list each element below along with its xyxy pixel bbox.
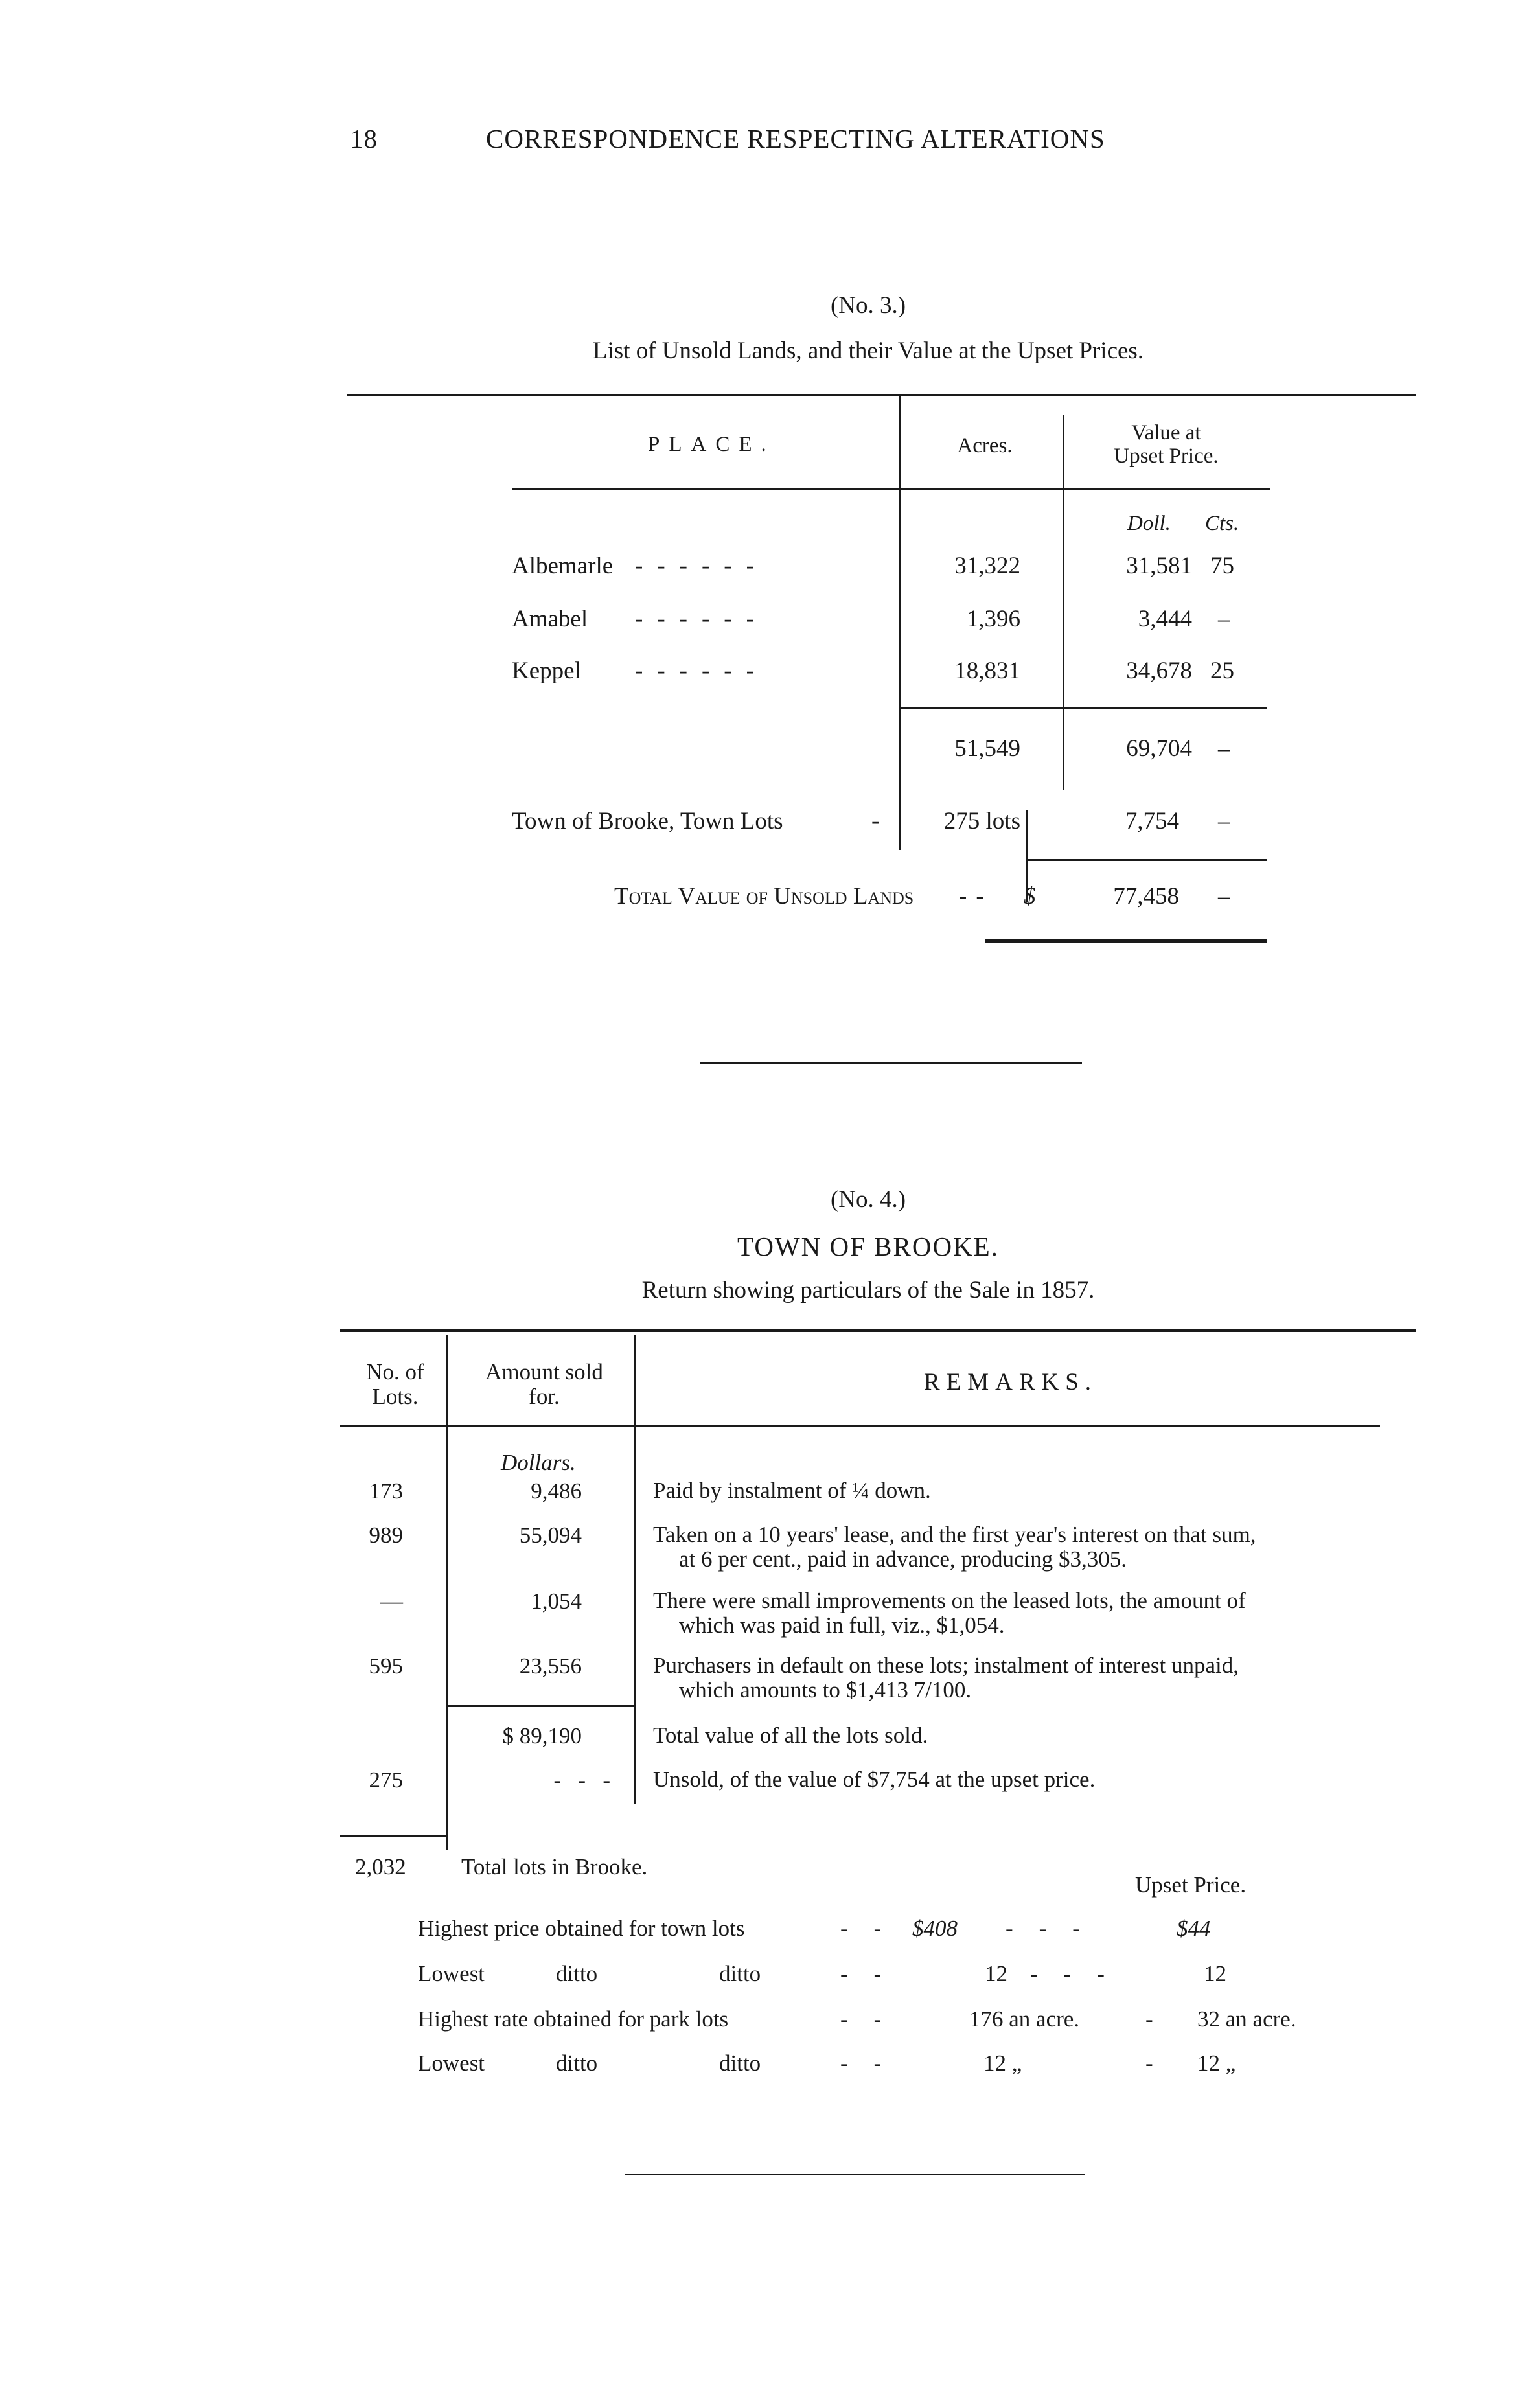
table3-sub-cts: Cts. xyxy=(1205,512,1239,535)
table4-col-amount-2: for. xyxy=(529,1384,560,1409)
remark-line: Purchasers in default on these lots; instalment of interest unpaid, xyxy=(653,1653,1239,1678)
leader-dots: ------ xyxy=(635,658,768,684)
table3-acres-amabel: 1,396 xyxy=(966,606,1020,632)
table4-remark-173 xyxy=(653,1478,1382,1503)
leader-dots: -- xyxy=(959,883,993,910)
prices-upset-town-low: 12 xyxy=(1204,1961,1226,1986)
table3-number: (No. 3.) xyxy=(830,292,906,319)
table3-cts-albemarle: 75 xyxy=(1210,553,1234,579)
prices-obtained-park-low: 12 „ xyxy=(983,2050,1022,2076)
table3-col-value-1: Value at xyxy=(1131,421,1201,444)
prices-row-label: Lowest xyxy=(418,2050,485,2076)
table3-acres-brooke: 275 lots xyxy=(943,808,1020,834)
table3-doll-amabel: 3,444 xyxy=(1138,606,1192,632)
leader-dots: ------ xyxy=(635,553,768,579)
table3-total-dollar-sign: $ xyxy=(1024,883,1036,910)
table4-lots-dash: — xyxy=(380,1589,403,1614)
prices-upset-park-high: 32 an acre. xyxy=(1197,2006,1296,2032)
table3-total-label xyxy=(614,882,914,910)
table4-remark-989 xyxy=(653,1522,1382,1572)
table3-doll-keppel: 34,678 xyxy=(1126,658,1192,684)
prices-obtained-town-high: $408 xyxy=(912,1916,958,1941)
prices-upset-header: Upset Price. xyxy=(1135,1872,1247,1898)
table4-vrule-1 xyxy=(446,1335,448,1850)
table4-subtitle: Return showing particulars of the Sale in 1857. xyxy=(641,1277,1095,1303)
table3-total-rule xyxy=(1027,859,1267,861)
table3-subtotal-cts: – xyxy=(1218,735,1230,762)
prices-upset-park-low: 12 „ xyxy=(1197,2050,1236,2076)
table3-place-brooke: Town of Brooke, Town Lots xyxy=(512,808,783,834)
table4-vrule-2 xyxy=(634,1335,636,1804)
remark-line: Unsold, of the value of $7,754 at the upset price. xyxy=(653,1767,1096,1792)
table3-total-doll: 77,458 xyxy=(1113,883,1179,910)
table3-cts-keppel: 25 xyxy=(1210,658,1234,684)
prices-row-label: Lowest xyxy=(418,1961,485,1986)
table3-place-keppel: Keppel xyxy=(512,658,581,684)
table4-grand-total-label: Total lots in Brooke. xyxy=(461,1854,648,1879)
remark-line-cont: which was paid in full, viz., $1,054. xyxy=(679,1613,1005,1638)
prices-ditto: ditto xyxy=(556,2050,598,2076)
table3-bottom-rule xyxy=(985,939,1267,943)
table3-col-place: PLACE. xyxy=(648,433,776,456)
remark-line: There were small improvements on the leased lots, the amount of xyxy=(653,1588,1246,1613)
table4-total-remark xyxy=(653,1723,1382,1748)
remark-line: Paid by instalment of ¼ down. xyxy=(653,1478,931,1503)
prices-obtained-park-high: 176 an acre. xyxy=(969,2006,1080,2032)
prices-row-label: Highest price obtained for town lots xyxy=(418,1916,745,1941)
leader-dots: - xyxy=(1145,2006,1153,2032)
table4-number: (No. 4.) xyxy=(830,1186,906,1213)
table4-amount-989: 55,094 xyxy=(519,1522,582,1548)
table3-subtotal-acres: 51,549 xyxy=(954,735,1020,762)
table3-sub-doll: Doll. xyxy=(1127,512,1171,535)
leader-dots: --- xyxy=(1030,1961,1131,1986)
table3-cts-amabel: – xyxy=(1218,606,1230,632)
table4-remark-1054 xyxy=(653,1589,1382,1638)
remark-line-cont: which amounts to $1,413 7/100. xyxy=(679,1677,972,1703)
leader-dots: - xyxy=(871,808,880,834)
table4-lots-989: 989 xyxy=(369,1522,403,1548)
leader-dots: -- xyxy=(840,2050,908,2076)
table4-lots-595: 595 xyxy=(369,1653,403,1679)
table3-vrule-2 xyxy=(1063,415,1064,790)
table4-amount-173: 9,486 xyxy=(531,1478,582,1504)
table3-acres-keppel: 18,831 xyxy=(954,658,1020,684)
table4-col-lots-1: No. of xyxy=(366,1359,424,1384)
table3-doll-brooke: 7,754 xyxy=(1125,808,1179,834)
leader-dots: -- xyxy=(840,1961,908,1986)
prices-upset-town-high: $44 xyxy=(1177,1916,1211,1941)
table4-remark-595 xyxy=(653,1653,1382,1703)
table3-cts-brooke: – xyxy=(1218,808,1230,834)
table3-place-amabel: Amabel xyxy=(512,606,588,632)
leader-dots: ------ xyxy=(635,606,768,632)
table4-lots-173: 173 xyxy=(369,1478,403,1504)
table3-vrule-1 xyxy=(899,396,901,850)
leader-dots: --- xyxy=(1006,1916,1106,1941)
table4-amount-1054: 1,054 xyxy=(531,1589,582,1614)
section-divider xyxy=(700,1062,1082,1064)
remark-line: Total value of all the lots sold. xyxy=(653,1723,928,1748)
table4-header-rule xyxy=(340,1425,1380,1427)
table4-sum-rule xyxy=(447,1705,635,1707)
table3-header-rule xyxy=(512,488,1270,490)
leader-dots: -- xyxy=(840,1916,908,1941)
prices-ditto: ditto xyxy=(719,2050,761,2076)
page-end-divider xyxy=(625,2174,1085,2175)
table4-col-lots-2: Lots. xyxy=(372,1384,419,1409)
table4-top-rule xyxy=(340,1329,1416,1332)
remark-line: Taken on a 10 years' lease, and the first year's interest on that sum, xyxy=(653,1522,1256,1547)
table3-subtotal-rule xyxy=(901,707,1267,709)
prices-obtained-town-low: 12 xyxy=(985,1961,1007,1986)
table3-col-value-2: Upset Price. xyxy=(1114,444,1219,468)
table3-place-albemarle: Albemarle xyxy=(512,553,614,579)
table3-subtotal-doll: 69,704 xyxy=(1126,735,1192,762)
table4-amount-unsold: - - - xyxy=(553,1767,610,1793)
table3-top-rule xyxy=(347,394,1416,396)
table4-amount-595: 23,556 xyxy=(519,1653,582,1679)
prices-row-label: Highest rate obtained for park lots xyxy=(418,2006,729,2032)
table3-total-cts: – xyxy=(1218,883,1230,910)
table4-unsold-remark xyxy=(653,1767,1382,1792)
table4-heading: TOWN OF BROOKE. xyxy=(737,1232,999,1261)
table4-col-amount-1: Amount sold xyxy=(485,1359,603,1384)
page-number: 18 xyxy=(350,124,378,154)
remark-line-cont: at 6 per cent., paid in advance, producing $3,305. xyxy=(679,1546,1127,1572)
table4-lots-unsold: 275 xyxy=(369,1767,403,1793)
table3-doll-albemarle: 31,581 xyxy=(1126,553,1192,579)
table4-total-amount: $ 89,190 xyxy=(502,1723,582,1749)
leader-dots: - xyxy=(1145,2050,1153,2076)
table3-title: List of Unsold Lands, and their Value at the Upset Prices. xyxy=(592,338,1144,364)
table3-col-acres: Acres. xyxy=(957,434,1013,457)
table4-lots-sum-rule xyxy=(340,1835,447,1837)
table3-acres-albemarle: 31,322 xyxy=(954,553,1020,579)
prices-ditto: ditto xyxy=(719,1961,761,1986)
table4-col-remarks: REMARKS. xyxy=(923,1369,1098,1395)
leader-dots: -- xyxy=(840,2006,908,2032)
table3-total-label-text: Total Value of Unsold Lands xyxy=(614,883,914,910)
table4-unit: Dollars. xyxy=(501,1450,576,1475)
running-head: CORRESPONDENCE RESPECTING ALTERATIONS xyxy=(486,124,1105,154)
table4-grand-total-lots: 2,032 xyxy=(355,1854,406,1879)
prices-ditto: ditto xyxy=(556,1961,598,1986)
